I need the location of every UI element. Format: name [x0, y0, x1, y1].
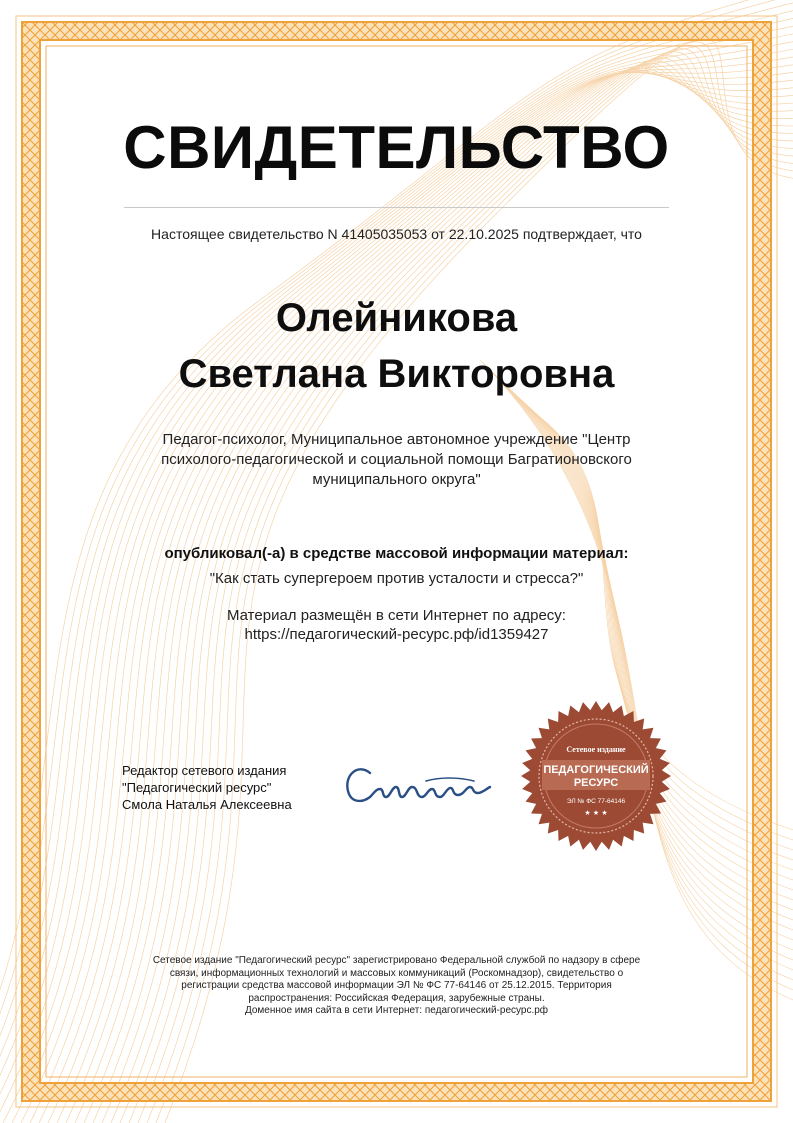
seal-main-line1: ПЕДАГОГИЧЕСКИЙ	[543, 764, 649, 776]
registration-footer	[120, 955, 673, 1018]
position-line: Педагог-психолог, Муниципальное автономное учреждение "Центр	[162, 431, 631, 448]
url-label: Материал размещён в сети Интернет по адресу:	[227, 607, 566, 624]
seal-stars: ★ ★ ★	[584, 809, 608, 817]
recipient-position	[120, 430, 673, 490]
material-title: "Как стать супергероем против усталости и стресса?"	[209, 570, 584, 587]
editor-line: Редактор сетевого издания	[122, 763, 287, 778]
footer-line: связи, информационных технологий и массовых коммуникаций (Роскомнадзор), свидетельство о	[169, 967, 624, 979]
editor-line: "Педагогический ресурс"	[122, 780, 272, 795]
position-line: психолого-педагогической и социальной помощи Багратионовского	[161, 451, 632, 468]
editor-block	[122, 762, 292, 813]
editor-name: Смола Наталья Алексеевна	[122, 797, 292, 812]
recipient-name	[40, 290, 753, 402]
footer-line: распространения: Российская Федерация, зарубежные страны.	[248, 992, 545, 1004]
published-heading: опубликовал(-а) в средстве массовой информации материал:	[164, 545, 629, 562]
position-line: муниципального округа"	[312, 471, 481, 488]
recipient-surname: Олейникова	[275, 296, 518, 340]
seal-top-text: Сетевое издание	[566, 745, 626, 754]
material-url: https://педагогический-ресурс.рф/id1359427	[244, 626, 549, 643]
seal-main-line2: РЕСУРС	[573, 777, 619, 789]
footer-line: регистрации средства массовой информации ЭЛ № ФС 77-64146 от 25.12.2015. Территория	[181, 980, 612, 991]
certificate-intro: Настоящее свидетельство N 41405035053 от 22.10.2025 подтверждает, что	[151, 226, 642, 242]
seal-reg-text: ЭЛ № ФС 77-64146	[566, 798, 626, 805]
footer-line: Доменное имя сайта в сети Интернет: педагогический-ресурс.рф	[244, 1005, 549, 1016]
publisher-seal	[520, 700, 672, 852]
certificate-title: СВИДЕТЕЛЬСТВО	[123, 114, 670, 181]
recipient-given-names: Светлана Викторовна	[178, 352, 615, 396]
title-divider	[124, 207, 669, 208]
footer-line: Сетевое издание "Педагогический ресурс" зарегистрировано Федеральной службой по надзору в сфере	[152, 955, 641, 966]
editor-signature	[340, 755, 500, 815]
